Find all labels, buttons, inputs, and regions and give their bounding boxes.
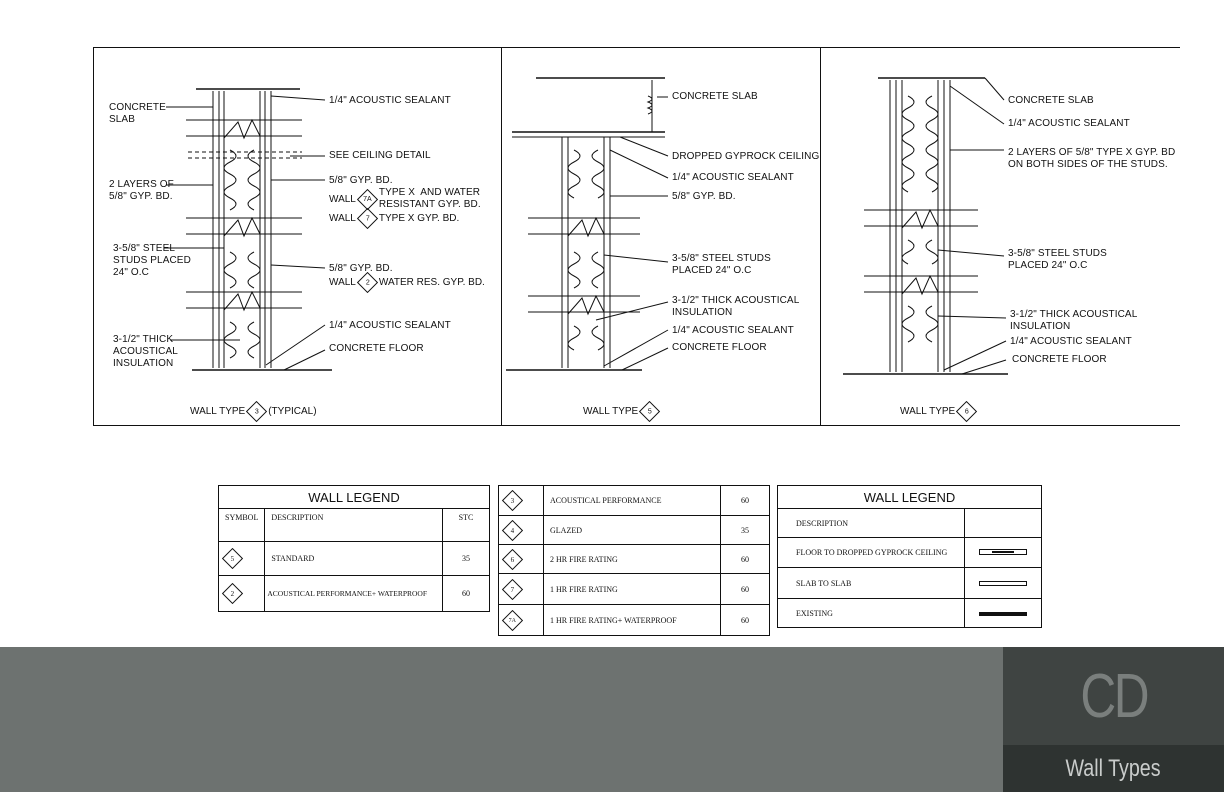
legend-symbol-cell xyxy=(219,542,265,576)
label-water-res: WATER RES. GYP. BD. xyxy=(378,277,485,288)
outline-bar-symbol xyxy=(979,581,1027,586)
legend-header-symbol: SYMBOL xyxy=(219,509,265,542)
cd-logo: CD xyxy=(1003,647,1224,745)
legend-header-stc: STC xyxy=(443,509,490,542)
legend-stc-cell: 35 xyxy=(443,542,490,576)
legend-description-cell: STANDARD xyxy=(265,542,443,576)
label-gyp-top: 5/8" GYP. BD. xyxy=(329,175,393,186)
legend-symbol-cell xyxy=(499,574,544,605)
legend-header-symbol xyxy=(965,509,1042,538)
label-concrete-slab: CONCRETE SLAB xyxy=(672,91,758,102)
label-two-layers: 2 LAYERS OF 5/8" GYP. BD. xyxy=(109,179,174,202)
label-concrete-floor: CONCRETE FLOOR xyxy=(672,342,767,353)
legend-stc-cell: 35 xyxy=(721,516,770,545)
legend-stc-cell: 60 xyxy=(721,574,770,605)
panel-title-prefix: WALL TYPE xyxy=(900,406,956,417)
wall-tag-diamond: 3 xyxy=(502,490,523,511)
legend-stc-cell: 60 xyxy=(721,545,770,574)
wall-tag-row-7 xyxy=(329,211,459,226)
legend-stc-cell: 60 xyxy=(443,576,490,612)
label-sealant-top: 1/4" ACOUSTIC SEALANT xyxy=(672,172,794,183)
wall-tag-diamond: 4 xyxy=(502,519,523,540)
wall-tag-diamond: 7A xyxy=(357,188,378,209)
legend-symbol-cell xyxy=(499,486,544,516)
panel-title-prefix: WALL TYPE xyxy=(190,406,246,417)
wall-legend-table-2 xyxy=(498,485,770,636)
label-concrete-floor: CONCRETE FLOOR xyxy=(1012,354,1107,365)
wall-tag-diamond: 7 xyxy=(502,578,523,599)
wall-tag-diamond: 7A xyxy=(502,609,523,630)
label-steel-studs: 3-5/8" STEEL STUDS PLACED 24" O.C xyxy=(672,253,771,276)
legend-stc-cell: 60 xyxy=(721,486,770,516)
wall-tag-row-2 xyxy=(329,275,485,290)
detail-panel-3 xyxy=(820,47,1180,426)
label-gyp-mid: 5/8" GYP. BD. xyxy=(329,263,393,274)
label-sealant-bottom: 1/4" ACOUSTIC SEALANT xyxy=(329,320,451,331)
legend-description-cell: ACOUSTICAL PERFORMANCE xyxy=(544,486,721,516)
panel-title-1 xyxy=(190,404,317,419)
legend-symbol-cell xyxy=(965,599,1042,628)
label-type-x: TYPE X GYP. BD. xyxy=(378,213,460,224)
label-steel-studs: 3-5/8" STEEL STUDS PLACED 24" O.C xyxy=(1008,248,1107,271)
label-steel-studs: 3-5/8" STEEL STUDS PLACED 24" O.C xyxy=(113,243,191,278)
label-insulation: 3-1/2" THICK ACOUSTICAL INSULATION xyxy=(672,295,800,318)
sheet-subtitle: Wall Types xyxy=(1003,745,1224,792)
label-type-x-water: TYPE X AND WATER RESISTANT GYP. BD. xyxy=(378,187,481,210)
legend-symbol-cell xyxy=(219,576,265,612)
wall-tag-diamond: 2 xyxy=(222,583,243,604)
legend-description-cell: 1 HR FIRE RATING+ WATERPROOF xyxy=(544,605,721,636)
legend-header-description: DESCRIPTION xyxy=(265,509,443,542)
label-concrete-slab: CONCRETE SLAB xyxy=(1008,95,1094,106)
wall-tag-row-7a xyxy=(329,187,481,211)
legend-description-cell: ACOUSTICAL PERFORMANCE+ WATERPROOF xyxy=(265,576,443,612)
label-dropped-ceiling: DROPPED GYPROCK CEILING xyxy=(672,151,820,162)
label-insulation: 3-1/2" THICK ACOUSTICAL INSULATION xyxy=(113,334,178,369)
wall-tag-diamond: 7 xyxy=(357,208,378,229)
wall-tag-diamond: 6 xyxy=(956,401,977,422)
legend-description-cell: 1 HR FIRE RATING xyxy=(544,574,721,605)
legend-description-cell: FLOOR TO DROPPED GYPROCK CEILING xyxy=(778,538,965,568)
label-insulation: 3-1/2" THICK ACOUSTICAL INSULATION xyxy=(1010,309,1138,332)
double-line-symbol xyxy=(979,549,1027,555)
label-sealant-top: 1/4" ACOUSTIC SEALANT xyxy=(329,95,451,106)
label-see-ceiling: SEE CEILING DETAIL xyxy=(329,150,431,161)
legend-header-description: DESCRIPTION xyxy=(778,509,965,538)
legend-symbol-cell xyxy=(499,605,544,636)
label-sealant-top: 1/4" ACOUSTIC SEALANT xyxy=(1008,118,1130,129)
panel-title-2 xyxy=(583,404,657,419)
legend-description-cell: SLAB TO SLAB xyxy=(778,568,965,599)
detail-panel-2 xyxy=(501,47,821,426)
label-wall: WALL xyxy=(329,193,356,205)
legend-symbol-cell xyxy=(965,538,1042,568)
wall-tag-diamond: 5 xyxy=(639,401,660,422)
label-gyp: 5/8" GYP. BD. xyxy=(672,191,736,202)
legend-symbol-cell xyxy=(965,568,1042,599)
panel-title-prefix: WALL TYPE xyxy=(583,406,639,417)
wall-legend-table-3 xyxy=(777,485,1042,628)
legend-description-cell: GLAZED xyxy=(544,516,721,545)
legend-description-cell: EXISTING xyxy=(778,599,965,628)
panel-title-suffix: (TYPICAL) xyxy=(268,406,317,417)
label-sealant-bottom: 1/4" ACOUSTIC SEALANT xyxy=(1010,336,1132,347)
label-concrete-slab: CONCRETE SLAB xyxy=(109,102,166,125)
legend-title: WALL LEGEND xyxy=(778,486,1042,509)
wall-tag-diamond: 5 xyxy=(222,548,243,569)
legend-stc-cell: 60 xyxy=(721,605,770,636)
label-sealant-bottom: 1/4" ACOUSTIC SEALANT xyxy=(672,325,794,336)
wall-legend-table-1 xyxy=(218,485,490,612)
label-wall: WALL xyxy=(329,213,356,224)
solid-bar-symbol xyxy=(979,612,1027,616)
label-concrete-floor: CONCRETE FLOOR xyxy=(329,343,424,354)
wall-tag-diamond: 3 xyxy=(246,401,267,422)
wall-tag-diamond: 6 xyxy=(502,548,523,569)
wall-tag-diamond: 2 xyxy=(357,272,378,293)
legend-description-cell: 2 HR FIRE RATING xyxy=(544,545,721,574)
legend-symbol-cell xyxy=(499,516,544,545)
label-two-layers: 2 LAYERS OF 5/8" TYPE X GYP. BD ON BOTH SIDES OF THE STUDS. xyxy=(1008,147,1176,170)
legend-symbol-cell xyxy=(499,545,544,574)
panel-title-3 xyxy=(900,404,974,419)
label-wall: WALL xyxy=(329,277,356,288)
legend-title: WALL LEGEND xyxy=(219,486,490,509)
